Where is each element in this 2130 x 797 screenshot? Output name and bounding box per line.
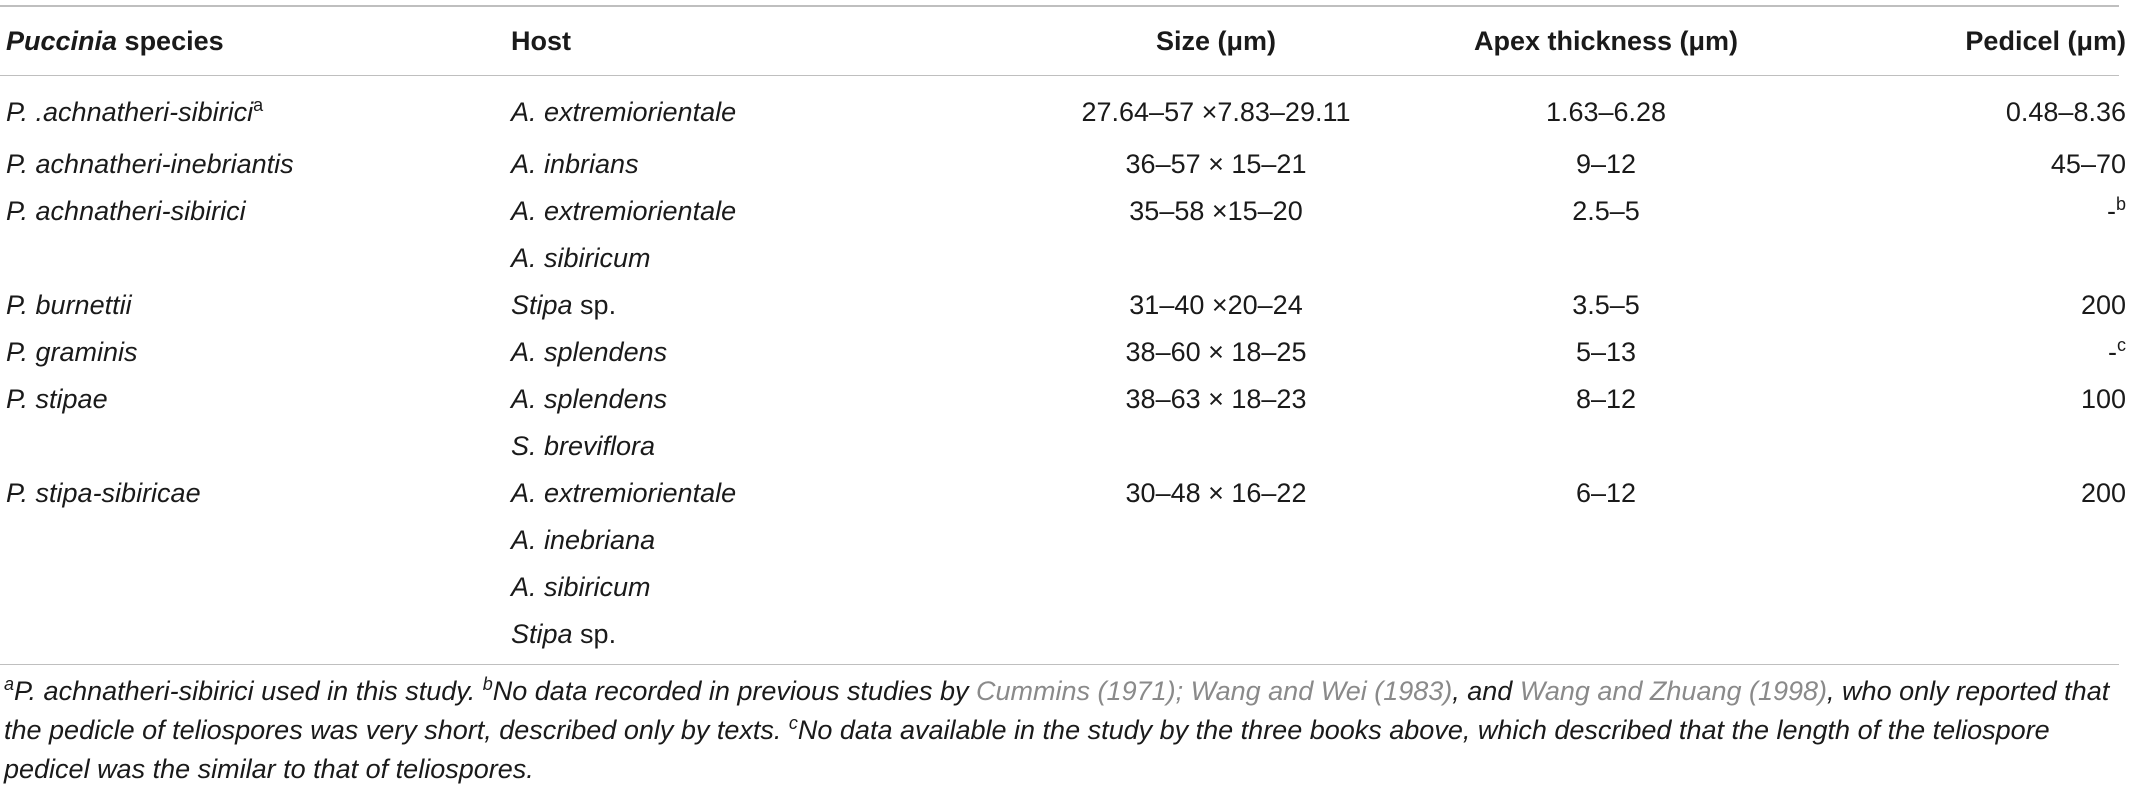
cell-species	[0, 611, 511, 658]
cell-host: A. sibiricum	[511, 572, 651, 602]
cell-host: Stipa sp.	[511, 619, 617, 649]
header-species: Puccinia species	[6, 26, 224, 56]
cell-host: A. splendens	[511, 384, 668, 414]
cell-size: 38–63 × 18–23	[1125, 384, 1307, 414]
table-row	[0, 611, 2130, 658]
cell-pedicel: 200	[2080, 478, 2126, 508]
footnote-c: No data available in the study by the three books above, which described that the length of the teliospore pedicel was the similar to that of teliospores.	[4, 715, 2050, 784]
citation-link-wang-zhuang[interactable]: Wang and Zhuang (1998)	[1519, 676, 1828, 706]
cell-pedicel: 45–70	[2050, 149, 2126, 179]
cell-host: A. inbrians	[511, 149, 639, 179]
table-row	[0, 282, 2130, 329]
cell-pedicel	[1826, 517, 2130, 564]
footnote-a-mark: a	[4, 674, 15, 694]
cell-apex-thickness	[1386, 423, 1826, 470]
cell-host: A. inebriana	[511, 525, 656, 555]
cell-species: P. stipa-sibiricae	[6, 478, 201, 508]
cell-host: S. breviflora	[511, 431, 656, 461]
footnote-a: P. achnatheri-sibirici used in this study.	[14, 676, 483, 706]
cell-pedicel: 200	[2080, 290, 2126, 320]
cell-apex-thickness: 9–12	[1575, 149, 1637, 179]
cell-host: A. extremiorientale	[511, 478, 737, 508]
cell-pedicel: -$^c$	[2108, 335, 2126, 367]
header-row	[0, 8, 2130, 75]
cell-pedicel	[1826, 611, 2130, 658]
cell-species: P. achnatheri-sibirici	[6, 196, 246, 226]
cell-size	[1046, 611, 1386, 658]
table-row	[0, 470, 2130, 517]
cell-species: P. graminis	[6, 337, 138, 367]
cell-pedicel: -$^b$	[2106, 194, 2126, 226]
cell-species	[0, 423, 511, 470]
cell-size: 27.64–57 ×7.83–29.11	[1081, 97, 1351, 127]
cell-apex-thickness: 1.63–6.28	[1545, 97, 1667, 127]
cell-species: P. .achnatheri-sibirici$^a$	[6, 95, 264, 127]
cell-apex-thickness: 6–12	[1575, 478, 1637, 508]
cell-host: A. extremiorientale	[511, 97, 737, 127]
table-row	[0, 423, 2130, 470]
cell-species	[0, 564, 511, 611]
header-pedicel: Pedicel (μm)	[1965, 26, 2126, 56]
footnote-b-text: No data recorded in previous studies by	[492, 676, 977, 706]
cell-size: 38–60 × 18–25	[1125, 337, 1307, 367]
cell-species: P. burnettii	[6, 290, 132, 320]
cell-apex-thickness: 2.5–5	[1572, 196, 1640, 226]
cell-species	[0, 517, 511, 564]
table-bottom-rule	[0, 664, 2119, 665]
cell-pedicel	[1826, 235, 2130, 282]
table-row	[0, 235, 2130, 282]
header-size: Size (μm)	[1155, 26, 1277, 56]
cell-host: A. sibiricum	[511, 243, 651, 273]
cell-host: A. extremiorientale	[511, 196, 737, 226]
cell-size	[1046, 564, 1386, 611]
table-row	[0, 329, 2130, 376]
cell-size	[1046, 423, 1386, 470]
cell-host: Stipa sp.	[511, 290, 617, 320]
table-row	[0, 188, 2130, 235]
cell-size	[1046, 235, 1386, 282]
cell-size: 36–57 × 15–21	[1125, 149, 1307, 179]
footnote-c-mark: c	[788, 713, 798, 733]
cell-pedicel	[1826, 564, 2130, 611]
citation-link-cummins-wang-wei[interactable]: Cummins (1971); Wang and Wei (1983)	[976, 676, 1453, 706]
cell-species	[0, 235, 511, 282]
cell-pedicel: 100	[2080, 384, 2126, 414]
cell-apex-thickness: 5–13	[1575, 337, 1637, 367]
footnote-b-text-2: , and	[1452, 676, 1520, 706]
header-apex-thickness: Apex thickness (μm)	[1473, 26, 1739, 56]
cell-species: P. stipae	[6, 384, 108, 414]
footnote-text	[4, 672, 2114, 789]
table-row	[0, 75, 2130, 141]
cell-apex-thickness	[1386, 611, 1826, 658]
cell-pedicel	[1826, 423, 2130, 470]
footnote-b-text-3: , who only reported that the pedicle of teliospores was very short, described only by texts.	[4, 676, 2110, 745]
puccinia-comparison-table	[0, 8, 2130, 658]
table-row	[0, 376, 2130, 423]
cell-apex-thickness	[1386, 564, 1826, 611]
header-host: Host	[511, 26, 571, 56]
table-row	[0, 564, 2130, 611]
table-row	[0, 141, 2130, 188]
cell-size: 35–58 ×15–20	[1129, 196, 1303, 226]
cell-pedicel: 0.48–8.36	[2005, 97, 2126, 127]
cell-apex-thickness	[1386, 235, 1826, 282]
table-top-rule	[0, 5, 2119, 7]
cell-apex-thickness: 8–12	[1575, 384, 1637, 414]
cell-apex-thickness: 3.5–5	[1572, 290, 1640, 320]
footnote-b-mark: b	[482, 674, 493, 694]
cell-host: A. splendens	[511, 337, 668, 367]
cell-size: 31–40 ×20–24	[1129, 290, 1303, 320]
cell-apex-thickness	[1386, 517, 1826, 564]
cell-size: 30–48 × 16–22	[1125, 478, 1307, 508]
cell-size	[1046, 517, 1386, 564]
cell-species: P. achnatheri-inebriantis	[6, 149, 294, 179]
table-row	[0, 517, 2130, 564]
table-footnotes	[4, 672, 2114, 789]
